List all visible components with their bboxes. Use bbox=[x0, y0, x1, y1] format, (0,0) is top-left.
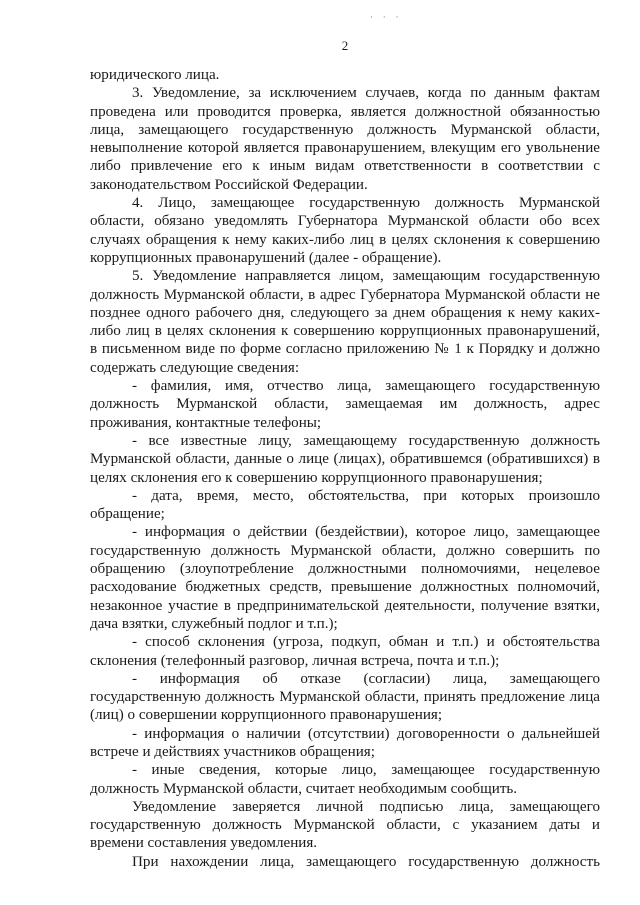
list-item: - информация о действии (бездействии), которое лицо, замещающее государственную должность Мурманской области, должно совершить по обращению (злоупотребление должностными полномочиями, нецелевое расходование бюджетных средств, превышение должностных полномочий, незаконное участие в предпринимательской деятельности, получение взятки, дача взятки, служебный подлог и т.п.); bbox=[90, 524, 600, 632]
list-item: - информация об отказе (согласии) лица, замещающего государственную должность Мурманской области, принять предложение лица (лиц) о совершении коррупционного правонарушения; bbox=[90, 670, 600, 724]
list-item: - способ склонения (угроза, подкуп, обман и т.п.) и обстоятельства склонения (телефонный разговор, личная встреча, почта и т.п.); bbox=[90, 634, 600, 669]
paragraph: 5. Уведомление направляется лицом, замещающим государственную должность Мурманской области, в адрес Губернатора Мурманской области не позднее одного рабочего дня, следующего за днем обращения к нему каких-либо лиц в целях склонения к совершению коррупционных правонарушений, в письменном виде по форме согласно приложению № 1 к Порядку и должно содержать следующие сведения: bbox=[90, 268, 600, 376]
document-body bbox=[90, 66, 600, 871]
scan-artifact: · · · bbox=[370, 12, 403, 22]
list-item: - дата, время, место, обстоятельства, при которых произошло обращение; bbox=[90, 487, 600, 523]
list-item: - информация о наличии (отсутствии) договоренности о дальнейшей встрече и действиях участников обращения; bbox=[90, 725, 600, 760]
paragraph: 3. Уведомление, за исключением случаев, когда по данным фактам проведена или проводится проверка, является должностной обязанностью лица, замещающего государственную должность Мурманской области, невыполнение которой является правонарушением, влекущим его увольнение либо привлечение его к иным видам ответственности в соответствии с законодательством Российской Федерации. bbox=[90, 85, 600, 193]
paragraph: юридического лица. bbox=[90, 67, 220, 83]
list-item: - иные сведения, которые лицо, замещающее государственную должность Мурманской области, считает необходимым сообщить. bbox=[90, 762, 600, 797]
paragraph: 4. Лицо, замещающее государственную должность Мурманской области, обязано уведомлять Губернатора Мурманской области обо всех случаях обращения к нему каких-либо лиц в целях склонения к совершению коррупционных правонарушений (далее - обращение). bbox=[90, 195, 600, 266]
page-number: 2 bbox=[341, 38, 349, 53]
list-item: - все известные лицу, замещающему государственную должность Мурманской области, данные о лице (лицах), обратившемся (обратившихся) в целях склонения его к совершению коррупционного правонарушения; bbox=[90, 432, 600, 486]
paragraph: Уведомление заверяется личной подписью лица, замещающего государственную должность Мурманской области, с указанием даты и времени составления уведомления. bbox=[90, 798, 600, 852]
list-item: - фамилия, имя, отчество лица, замещающего государственную должность Мурманской области, замещаемая им должность, адрес проживания, контактные телефоны; bbox=[90, 378, 600, 431]
paragraph: При нахождении лица, замещающего государственную должность bbox=[132, 853, 600, 870]
